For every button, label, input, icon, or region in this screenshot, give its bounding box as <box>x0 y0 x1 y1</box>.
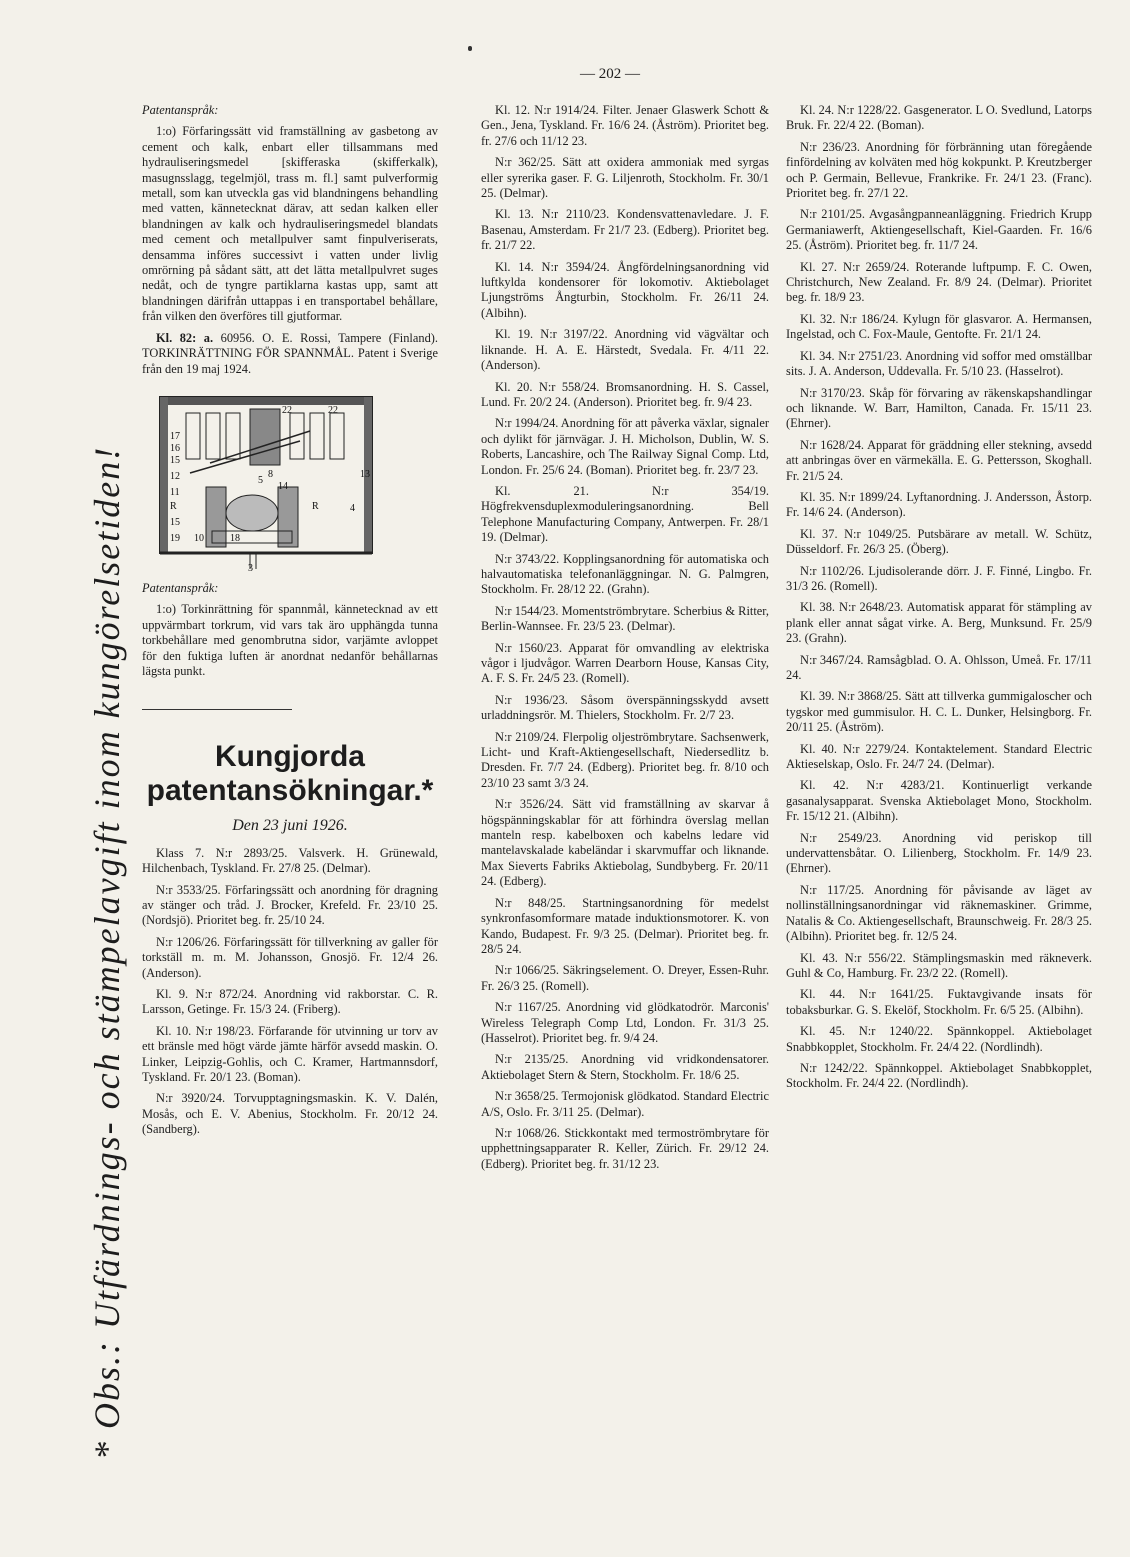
fig-label: 22 <box>282 404 292 416</box>
claims-label-1: Patentanspråk: <box>142 103 219 117</box>
section-heading: Kungjorda patentansökningar.* <box>146 740 434 808</box>
patent-entry: N:r 2109/24. Flerpolig oljeströmbrytare. Sachsenwerk, Licht- und Kraft-Aktiengesellschaft, Niedersedlitz b. Dresden. Fr. 7/7 24. (Edberg). Prioritet beg. fr. 8/10 och 23/10 23 samt 3/3 24. <box>481 729 769 790</box>
patent-entry: N:r 848/25. Startningsanordning för medelst synkronfasomformare matade induktionsmotorer. K. von Kando, Budapest. Fr. 9/3 25. (Delmar). Prioritet beg. fr. 28/5 24. <box>481 895 769 956</box>
claims-text-1: 1:o) Förfaringssätt vid framställning av gasbetong av cement och kalk, enbart eller tillsammans med hydrauliseringsmedel [skifferaska (skifferkalk), masugnsslagg, tegelmjöl, trass m. fl.] samt pulverformig metall, som kan utveckla gas vid blandningens behandling med vatten, kännetecknat därav, att sedan kalken eller blandningen av kalk och hydrauliseringsmedel blandats med cement och metallpulver samt finpulveriserats, densamma införes successivt i vatten under livlig omrörning på sådant sätt, att det lätta metallpulvret suges nedåt, och de tyngre partiklarna kastas upp, samt att blandningen därifrån uttappas i en transportabel behållare, från vilken den överföres till gjutformar. <box>142 124 438 324</box>
fig-label: 15 <box>170 454 180 466</box>
patent-entry: N:r 3533/25. Förfaringssätt och anordning för dragning av stänger och tråd. J. Brocker, Krefeld. Fr. 23/10 25. (Nordsjö). Prioritet beg. fr. 25/10 24. <box>142 882 438 928</box>
patent-entry: N:r 2549/23. Anordning vid periskop till undervattensbåtar. O. Lilienberg, Stockholm. Fr. 14/9 23. (Ehrner). <box>786 830 1092 876</box>
patent-entry: Kl. 14. N:r 3594/24. Ångfördelningsanordning vid luftkylda kondensorer för lokomotiv. Aktiebolaget Ljungströms Ångturbin, Stockholm. Fr. 26/11 24. (Albihn). <box>481 259 769 320</box>
patent-entry: Kl. 9. N:r 872/24. Anordning vid rakborstar. C. R. Larsson, Getinge. Fr. 15/3 24. (Friberg). <box>142 987 438 1017</box>
fig-label: 16 <box>170 442 180 454</box>
fig-label: 8 <box>268 468 273 480</box>
patent-entry: N:r 3743/22. Kopplingsanordning för automatiska och halvautomatiska telefonanläggningar. N. G. Palmgren, Stockholm. Fr. 28/12 22. (Grahn). <box>481 551 769 597</box>
diagram-left-wall <box>160 397 168 553</box>
fig-label: R <box>170 500 177 512</box>
fig-label: 11 <box>170 486 180 498</box>
diagram-chimney <box>250 409 280 465</box>
patent-entry: Kl. 44. N:r 1641/25. Fuktavgivande insats för tobaksburkar. G. S. Ekelöf, Stockholm. Fr. 6/5 25. (Albihn). <box>786 987 1092 1017</box>
fig-label: 19 <box>170 532 180 544</box>
patent-entry: N:r 3920/24. Torvupptagningsmaskin. K. V. Dalén, Mosås, och E. V. Abenius, Stockholm. Fr. 20/12 24. (Sandberg). <box>142 1091 438 1137</box>
diagram-container <box>206 413 220 459</box>
section-divider <box>142 709 292 710</box>
print-speck <box>468 46 472 51</box>
fig-label: 17 <box>170 430 180 442</box>
fig-label: 4 <box>350 502 355 514</box>
patent-entry: Kl. 19. N:r 3197/22. Anordning vid vägvältar och liknande. H. A. E. Härstedt, Svedala. Fr. 4/11 22. (Anderson). <box>481 327 769 373</box>
patent-entry: N:r 3526/24. Sätt vid framställning av skarvar å högspänningskablar för att förhindra överslag mellan manteln resp. kabelboxen och kabelns ledare vid mantelavskalade kabeländar i skarvmuffar och liknande. Max Sieverts Fabriks Aktiebolag, Sundbyberg. Fr. 20/11 24. (Edberg). <box>481 797 769 889</box>
patent-entry: Kl. 20. N:r 558/24. Bromsanordning. H. S. Cassel, Lund. Fr. 20/2 24. (Anderson). Prioritet beg. fr. 9/4 23. <box>481 379 769 409</box>
patent-entry: N:r 2135/25. Anordning vid vridkondensatorer. Aktiebolaget Stern & Stern, Stockholm. Fr. 18/6 25. <box>481 1052 769 1082</box>
patent-entry: N:r 1066/25. Säkringselement. O. Dreyer, Essen-Ruhr. Fr. 26/3 25. (Romell). <box>481 963 769 993</box>
patent-entry: Kl. 38. N:r 2648/23. Automatisk apparat för stämpling av plank eller annat sågat virke. A. Berg, Munksund. Fr. 25/9 23. (Grahn). <box>786 600 1092 646</box>
fig-label: 13 <box>360 468 370 480</box>
patent-entry: Kl. 45. N:r 1240/22. Spännkoppel. Aktiebolaget Snabbkopplet, Stockholm. Fr. 24/4 22. (Nordlindh). <box>786 1024 1092 1054</box>
diagram-container <box>186 413 200 459</box>
fig-label: 3 <box>248 562 253 573</box>
patent-entry: N:r 1560/23. Apparat för omvandling av elektriska vågor i ljudvågor. Warren Dearborn House, Kansas City, A. F. S. Fr. 24/5 23. (Romell). <box>481 640 769 686</box>
patent-entry: Kl. 40. N:r 2279/24. Kontaktelement. Standard Electric Aktieselskap, Oslo. Fr. 24/7 24. (Delmar). <box>786 741 1092 772</box>
patent-entry: N:r 362/25. Sätt att oxidera ammoniak med syrgas eller syrerika gaser. F. G. Liljenroth, Stockholm. Fr. 30/1 25. (Delmar). <box>481 155 769 201</box>
patent-entry: Kl. 13. N:r 2110/23. Kondensvattenavledare. J. F. Basenau, Amsterdam. Fr 21/7 23. (Edberg). Prioritet beg. fr. 21/7 22. <box>481 207 769 253</box>
patent-entry: Kl. 34. N:r 2751/23. Anordning vid soffor med omställbar sits. J. A. Anderson, Uddevalla. Fr. 5/10 23. (Hasselrot). <box>786 348 1092 379</box>
diagram-roof <box>160 397 372 405</box>
patent-entry: N:r 1206/26. Förfaringssätt för tillverkning av galler för torkställ m. m. M. Johansson, Gnosjö. Fr. 12/4 26. (Anderson). <box>142 934 438 980</box>
diagram-pillar <box>278 487 298 547</box>
fig-label: R <box>312 500 319 512</box>
claims-text-2: 1:o) Torkinrättning för spannmål, kännetecknad av ett uppvärmbart torkrum, vid vars tak äro upphängda tunna torkbehållare med genombrutna sidor, varjämte avloppet för den fuktiga luften är anordnat nedanför behållarnas lägsta punkt. <box>142 602 438 678</box>
patent-entry: N:r 1102/26. Ljudisolerande dörr. J. F. Finné, Lingbo. Fr. 31/3 26. (Romell). <box>786 563 1092 593</box>
patent-entry: Kl. 42. N:r 4283/21. Kontinuerligt verkande gasanalysapparat. Svenska Aktiebolaget Mono, Stockholm. Fr. 15/12 21. (Albihn). <box>786 778 1092 824</box>
diagram-pillar <box>206 487 226 547</box>
patent-entry: Kl. 12. N:r 1914/24. Filter. Jenaer Glaswerk Schott & Gen., Jena, Tyskland. Fr. 16/6 24. (Åström). Prioritet beg. fr. 27/6 och 11/12 23. <box>481 103 769 148</box>
patent-entry: Kl. 10. N:r 198/23. Förfarande för utvinning ur torv av ett bränsle med högt värde jämte härför avsedd maskin. O. Linker, Leipzig-Gohlis, och C. Kramer, Hartmannsdorf, Tyskland. Fr. 20/1 23. (Boman). <box>142 1023 438 1085</box>
diagram-container <box>330 413 344 459</box>
sidebar-notice: * Obs.: Utfärdnings- och stämpelavgift inom kungörelsetiden! <box>87 445 127 1460</box>
patent-entry: N:r 1936/23. Såsom överspänningsskydd avsett urladdningsrör. M. Thielers, Stockholm. Fr. 2/7 23. <box>481 692 769 723</box>
fig-label: 12 <box>170 470 180 482</box>
patent-entry: Klass 7. N:r 2893/25. Valsverk. H. Grünewald, Hilchenbach, Tyskland. Fr. 27/8 25. (Delmar). <box>142 845 438 876</box>
patent-entry: N:r 1544/23. Momentströmbrytare. Scherbius & Ritter, Berlin-Wannsee. Fr. 23/5 23. (Delmar). <box>481 603 769 634</box>
column-2 <box>481 103 769 1178</box>
patent-entry: N:r 3467/24. Ramsågblad. O. A. Ohlsson, Umeå. Fr. 17/11 24. <box>786 652 1092 682</box>
patent-entry: Kl. 37. N:r 1049/25. Putsbärare av metall. W. Schütz, Düsseldorf. Fr. 26/3 25. (Öberg). <box>786 526 1092 557</box>
patent-entry: N:r 236/23. Anordning för förbränning utan föregående finfördelning av kolväten med hög kokpunkt. P. Kreutzberger och P. Germain, Bellevue, Frankrike. Fr. 24/1 23. (Franc). Prioritet beg. fr. 27/1 22. <box>786 139 1092 201</box>
patent-entry: Kl. 24. N:r 1228/22. Gasgenerator. L O. Svedlund, Latorps Bruk. Fr. 22/4 22. (Boman). <box>786 103 1092 133</box>
section-date: Den 23 juni 1926. <box>232 817 348 835</box>
drying-apparatus-diagram <box>150 391 382 573</box>
patent-entry: Kl. 21. N:r 354/19. Högfrekvensduplexmoduleringsanordning. Bell Telephone Manufacturing Company, Antwerpen. Fr. 28/1 19. (Delmar). <box>481 483 769 545</box>
page-number: — 202 — <box>580 66 640 82</box>
patent-entry: Kl. 39. N:r 3868/25. Sätt att tillverka gummigaloscher och tygskor med gummisulor. H. C. L. Dunker, Helsingborg. Fr. 20/11 25. (Åström). <box>786 689 1092 735</box>
fig-label: 15 <box>170 516 180 528</box>
fig-label: 5 <box>258 474 263 486</box>
patent-entry: N:r 2101/25. Avgasångpanneanläggning. Friedrich Krupp Germaniawerft, Aktiengesellschaft, Kiel-Gaarden. Fr. 16/6 25. (Åström). Prioritet beg. fr. 11/7 24. <box>786 207 1092 253</box>
claims-label-2: Patentanspråk: <box>142 580 219 595</box>
diagram-furnace <box>226 495 278 531</box>
diagram-container <box>226 413 240 459</box>
fig-label: 18 <box>230 532 240 544</box>
patent-entry: N:r 3658/25. Termojonisk glödkatod. Standard Electric A/S, Oslo. Fr. 3/11 25. (Delmar). <box>481 1089 769 1119</box>
patent-entry: N:r 1994/24. Anordning för att påverka växlar, signaler och dylikt för järnvägar. J. H. Micholson, Dublin, W. S. Roberts, Lancashire, och The Railway Signal Comp. Ltd, London. Fr. 25/6 24. (Boman). Prioritet beg. fr. 23/7 23. <box>481 416 769 477</box>
patent-class: Kl. 82: a. <box>156 330 214 345</box>
patent-entry: N:r 1167/25. Anordning vid glödkatodrör. Marconis' Wireless Telegraph Comp Ltd, London. Fr. 31/3 25. (Hasselrot). Prioritet beg. fr. 9/4 24. <box>481 1000 769 1045</box>
patent-entry: Kl. 27. N:r 2659/24. Roterande luftpump. F. C. Owen, Christchurch, New Zealand. Fr. 8/9 24. (Delmar). Prioritet beg. fr. 18/9 23. <box>786 259 1092 305</box>
patent-entry: Kl. 32. N:r 186/24. Kylugn för glasvaror. A. Hermansen, Ingelstad, och C. Fox-Maule, Gentofte. Fr. 21/1 24. <box>786 311 1092 342</box>
patent-entry: N:r 1242/22. Spännkoppel. Aktiebolaget Snabbkopplet, Stockholm. Fr. 24/4 22. (Nordlindh). <box>786 1060 1092 1091</box>
fig-label: 22 <box>328 404 338 416</box>
patent-entry-body: 60956. O. E. Rossi, Tampere (Finland). TORKINRÄTTNING FÖR SPANNMÅL. Patent i Sverige från den 19 maj 1924. <box>142 330 438 376</box>
patent-entry: N:r 117/25. Anordning för påvisande av läget av nollinställningsanordningar vid räknemaskiner. Grimme, Natalis & Co. Aktiengesellschaft, Braunschweig. Fr. 28/3 25. (Albihn). Prioritet beg. fr. 12/5 24. <box>786 882 1092 944</box>
patent-entry: Kl. 43. N:r 556/22. Stämplingsmaskin med räkneverk. Guhl & Co, Hamburg. Fr. 23/2 22. (Romell). <box>786 950 1092 980</box>
patent-entry: N:r 1628/24. Apparat för gräddning eller stekning, avsedd att anbringas över en värmekälla. E. G. Pettersson, Skoghall. Fr. 21/5 24. <box>786 437 1092 483</box>
patent-entry: N:r 3170/23. Skåp för förvaring av räkenskapshandlingar och liknande. W. Barr, Hamilton, Canada. Fr. 15/11 23. (Ehrner). <box>786 385 1092 431</box>
fig-label: 14 <box>278 480 288 492</box>
column-3 <box>786 103 1092 1098</box>
patent-entry-kl82 <box>142 331 438 377</box>
diagram-container <box>310 413 324 459</box>
column-1 <box>142 103 438 1144</box>
patent-entry: N:r 1068/26. Stickkontakt med termoströmbrytare för upphettningsapparater R. Keller, Zürich. Fr. 29/12 24. (Edberg). Prioritet beg. fr. 31/12 23. <box>481 1125 769 1171</box>
fig-label: 10 <box>194 532 204 544</box>
patent-entry: Kl. 35. N:r 1899/24. Lyftanordning. J. Andersson, Åstorp. Fr. 14/6 24. (Anderson). <box>786 489 1092 520</box>
